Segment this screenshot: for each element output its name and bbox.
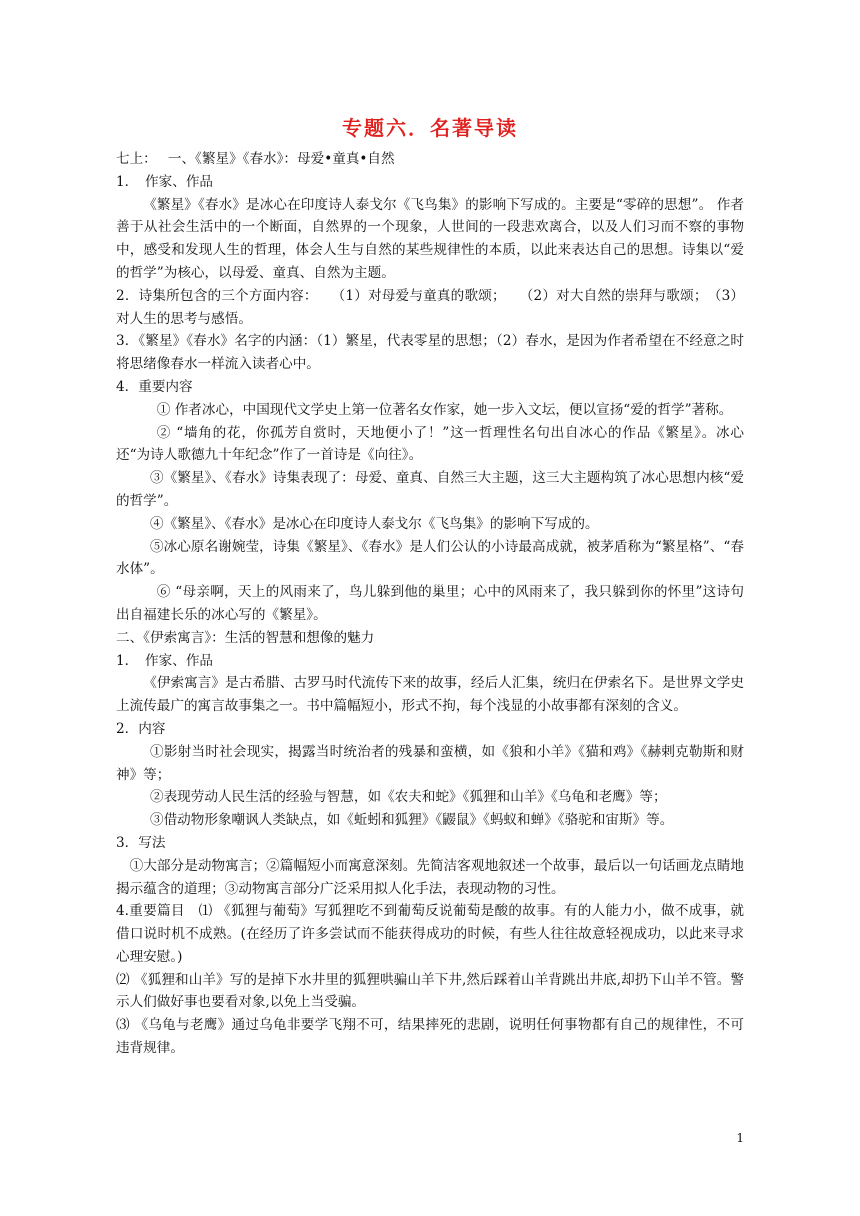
paragraph: ①大部分是动物寓言；②篇幅短小而寓意深刻。先简洁客观地叙述一个故事，最后以一句话画龙点睛地揭示蕴含的道理；③动物寓言部分广泛采用拟人化手法，表现动物的习性。 [116,857,744,897]
page-number: 1 [736,1131,744,1145]
list-item: ⑤冰心原名谢婉莹，诗集《繁星》、《春水》是人们公认的小诗最高成就，被茅盾称为“繁星格”、“春水体”。 [116,538,744,578]
section-heading-1: 七上： 一、《繁星》《春水》：母爱•童真•自然 [116,151,395,167]
paragraph: ⑶ 《乌龟与老鹰》通过乌龟非要学飞翔不可，结果摔死的悲剧，说明任何事物都有自己的规律性，不可违背规律。 [116,1017,744,1057]
subheading-author-works: 1． 作家、作品 [116,652,214,669]
subheading-important-content: 4．重要内容 [116,378,193,395]
list-item: ②表现劳动人民生活的经验与智慧，如《农夫和蛇》《狐狸和山羊》《乌龟和老鹰》等； [150,789,667,806]
paragraph: 《繁星》《春水》是冰心在印度诗人泰戈尔《飞鸟集》的影响下写成的。主要是“零碎的思想”。 作者善于从社会生活中的一个断面，自然界的一个现象，人世间的一段悲欢离合，以及人们习而不察的事物中，感受和发现人生的哲理，体会人生与自然的某些规律性的本质，以此来表达自己的思想。诗集以“爱的哲学”为核心，以母爱、童真、自然为主题。 [116,196,744,281]
paragraph: 《伊索寓言》是古希腊、古罗马时代流传下来的故事，经后人汇集，统归在伊索名下。是世界文学史上流传最广的寓言故事集之一。书中篇幅短小，形式不拘，每个浅显的小故事都有深刻的含义。 [116,675,744,715]
document-body [116,148,744,1060]
list-item: ③借动物形象嘲讽人类缺点，如《蚯蚓和狐狸》《鼹鼠》《蚂蚁和蝉》《骆驼和宙斯》等。 [150,812,674,829]
paragraph: ⑵ 《狐狸和山羊》写的是掉下水井里的狐狸哄骗山羊下井,然后踩着山羊背跳出井底,却扔下山羊不管。警示人们做好事也要看对象,以免上当受骗。 [116,971,744,1011]
subheading-writing-method: 3．写法 [116,834,166,851]
paragraph: 3．《繁星》《春水》名字的内涵：（1）繁星，代表零星的思想；（2）春水，是因为作者希望在不经意之时将思绪像春水一样流入读者心中。 [116,333,744,373]
section-heading-2: 二、《伊索寓言》：生活的智慧和想像的魅力 [116,629,375,646]
list-item: ① 作者冰心，中国现代文学史上第一位著名女作家，她一步入文坛，便以宣扬“爱的哲学”著称。 [156,401,733,418]
list-item: ② “墙角的花，你孤芳自赏时，天地便小了！”这一哲理性名句出自冰心的作品《繁星》。冰心还“为诗人歌德九十年纪念”作了一首诗是《向往》。 [116,424,744,464]
list-item: ①影射当时社会现实，揭露当时统治者的残暴和蛮横，如《狼和小羊》《猫和鸡》《赫剌克勒斯和财神》等； [116,743,744,783]
subheading-author-works: 1． 作家、作品 [116,173,214,190]
paragraph: 2．诗集所包含的三个方面内容： （1）对母爱与童真的歌颂； （2）对大自然的崇拜与歌颂； （3）对人生的思考与感悟。 [116,287,744,327]
list-item: ③《繁星》、《春水》诗集表现了：母爱、童真、自然三大主题，这三大主题构筑了冰心思想内核“爱的哲学”。 [116,470,744,509]
list-item: ⑥ “母亲啊，天上的风雨来了，鸟儿躲到他的巢里；心中的风雨来了，我只躲到你的怀里”这诗句出自福建长乐的冰心写的《繁星》。 [116,584,744,623]
subheading-content: 2．内容 [116,720,166,737]
list-item: ④《繁星》、《春水》是冰心在印度诗人泰戈尔《飞鸟集》的影响下写成的。 [150,515,599,532]
paragraph: 4.重要篇目 ⑴ 《狐狸与葡萄》写狐狸吃不到葡萄反说葡萄是酸的故事。有的人能力小，做不成事，就借口说时机不成熟。(在经历了许多尝试而不能获得成功的时候，有些人往往故意轻视成功，以此来寻求心理安慰。) [116,903,744,965]
page-title: 专题六．名著导读 [342,116,518,140]
